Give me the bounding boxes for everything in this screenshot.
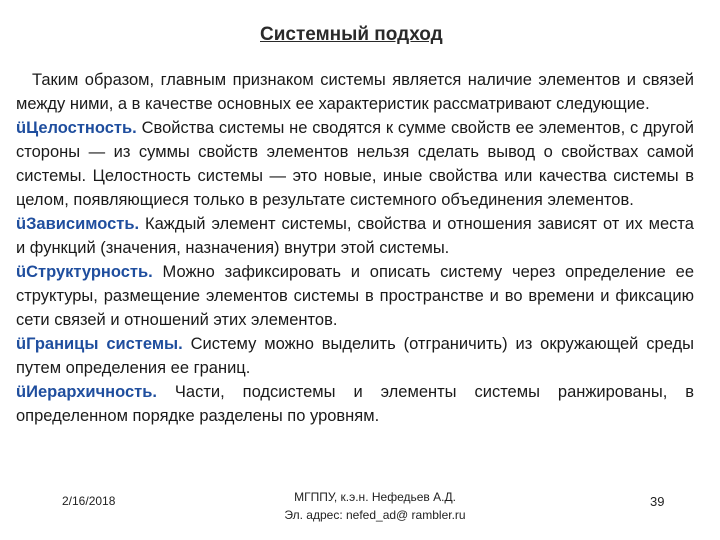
checkmark-icon: ü — [16, 119, 27, 137]
item-text: Свойства системы не сводятся к сумме свойств ее элементов, с другой стороны — из суммы свойств элементов нельзя сделать вывод о свойствах самой системы. Целостность системы — это новые, иные свойства или качества системы в целом, появляющиеся только в результате системного объединения элементов. — [16, 119, 694, 209]
item-text: Можно зафиксировать и описать систему через определение ее структуры, размещение элементов системы в пространстве и во времени и фиксацию сети связей и отношений этих элементов. — [16, 263, 694, 329]
intro-paragraph: Таким образом, главным признаком системы является наличие элементов и связей между ними, а в качестве основных ее характеристик рассматривают следующие. — [16, 71, 694, 113]
slide-body — [16, 68, 694, 428]
checkmark-icon: ü — [16, 383, 27, 401]
checkmark-icon: ü — [16, 335, 27, 353]
item-term: Иерархичность. — [26, 383, 157, 401]
page-number: 39 — [650, 494, 665, 509]
list-item — [16, 212, 694, 260]
item-term: Структурность. — [26, 263, 153, 281]
list-item — [16, 332, 694, 380]
item-text: Части, подсистемы и элементы системы ранжированы, в определенном порядке разделены по уровням. — [16, 383, 694, 425]
item-text: Каждый элемент системы, свойства и отношения зависят от их места и функций (значения, назначения) внутри этой системы. — [16, 215, 694, 257]
footer-email: Эл. адрес: nefed_ad@ rambler.ru — [284, 508, 466, 522]
list-item — [16, 116, 694, 212]
list-item — [16, 380, 694, 428]
checkmark-icon: ü — [16, 263, 27, 281]
footer-author-block — [250, 488, 500, 524]
item-term: Зависимость. — [26, 215, 140, 233]
item-term: Границы системы. — [26, 335, 183, 353]
checkmark-icon: ü — [16, 215, 27, 233]
list-item — [16, 260, 694, 332]
slide-title: Системный подход — [260, 24, 443, 45]
footer-date: 2/16/2018 — [62, 494, 116, 508]
footer-author: МГППУ, к.э.н. Нефедьев А.Д. — [294, 490, 456, 504]
item-term: Целостность. — [26, 119, 137, 137]
item-text: Систему можно выделить (отграничить) из окружающей среды путем определения ее границ. — [16, 335, 694, 377]
